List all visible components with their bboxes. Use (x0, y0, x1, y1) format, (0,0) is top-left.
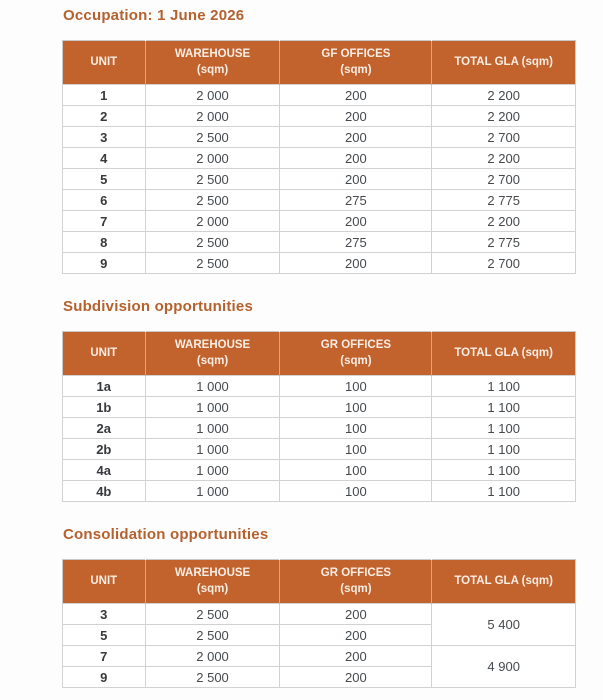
unit-cell: 1 (63, 85, 146, 106)
warehouse-cell: 2 500 (145, 253, 280, 274)
section-title-consolidation: Consolidation opportunities (63, 526, 269, 543)
unit-cell: 9 (63, 253, 146, 274)
warehouse-cell: 1 000 (145, 481, 280, 502)
unit-cell: 5 (63, 169, 146, 190)
unit-cell: 4a (63, 460, 146, 481)
table-row (63, 646, 576, 667)
offices-cell: 200 (280, 169, 432, 190)
total-cell: 2 775 (432, 190, 576, 211)
warehouse-cell: 2 500 (145, 667, 280, 688)
total-cell: 2 700 (432, 169, 576, 190)
offices-cell: 200 (280, 625, 432, 646)
total-cell: 2 700 (432, 253, 576, 274)
section-title-subdivision: Subdivision opportunities (63, 298, 253, 315)
section-occupation (62, 7, 576, 274)
section-subdivision (62, 298, 576, 502)
unit-cell: 3 (63, 604, 146, 625)
offices-cell: 200 (280, 106, 432, 127)
table-row (63, 439, 576, 460)
column-header: WAREHOUSE (sqm) (145, 560, 280, 604)
subdivision-table (62, 331, 576, 502)
offices-cell: 100 (280, 418, 432, 439)
occupation-table (62, 40, 576, 274)
total-cell: 5 400 (432, 604, 576, 646)
warehouse-cell: 1 000 (145, 397, 280, 418)
warehouse-cell: 2 500 (145, 169, 280, 190)
table-row (63, 169, 576, 190)
table-row (63, 148, 576, 169)
offices-cell: 100 (280, 481, 432, 502)
warehouse-cell: 1 000 (145, 460, 280, 481)
warehouse-cell: 2 000 (145, 85, 280, 106)
total-cell: 1 100 (432, 418, 576, 439)
unit-cell: 3 (63, 127, 146, 148)
column-header: TOTAL GLA (sqm) (432, 560, 576, 604)
unit-cell: 6 (63, 190, 146, 211)
column-header: GR OFFICES (sqm) (280, 332, 432, 376)
warehouse-cell: 2 000 (145, 148, 280, 169)
consolidation-table (62, 559, 576, 688)
unit-cell: 7 (63, 211, 146, 232)
unit-cell: 2 (63, 106, 146, 127)
total-cell: 1 100 (432, 481, 576, 502)
total-cell: 4 900 (432, 646, 576, 688)
warehouse-cell: 1 000 (145, 376, 280, 397)
warehouse-cell: 2 500 (145, 127, 280, 148)
table-row (63, 460, 576, 481)
offices-cell: 275 (280, 190, 432, 211)
table-row (63, 85, 576, 106)
table-row (63, 418, 576, 439)
table-row (63, 604, 576, 625)
column-header: WAREHOUSE (sqm) (145, 332, 280, 376)
warehouse-cell: 2 000 (145, 646, 280, 667)
warehouse-cell: 2 500 (145, 190, 280, 211)
offices-cell: 200 (280, 85, 432, 106)
offices-cell: 200 (280, 646, 432, 667)
table-row (63, 232, 576, 253)
column-header: UNIT (63, 332, 146, 376)
section-consolidation (62, 526, 576, 688)
total-cell: 1 100 (432, 439, 576, 460)
offices-cell: 200 (280, 667, 432, 688)
warehouse-cell: 2 500 (145, 604, 280, 625)
offices-cell: 100 (280, 460, 432, 481)
header-row (63, 332, 576, 376)
offices-cell: 200 (280, 148, 432, 169)
unit-cell: 8 (63, 232, 146, 253)
total-cell: 2 200 (432, 148, 576, 169)
column-header: WAREHOUSE (sqm) (145, 41, 280, 85)
unit-cell: 9 (63, 667, 146, 688)
table-row (63, 106, 576, 127)
table-row (63, 211, 576, 232)
warehouse-cell: 2 500 (145, 232, 280, 253)
unit-cell: 2a (63, 418, 146, 439)
table-row (63, 397, 576, 418)
unit-cell: 2b (63, 439, 146, 460)
table-row (63, 127, 576, 148)
offices-cell: 200 (280, 211, 432, 232)
unit-cell: 7 (63, 646, 146, 667)
total-cell: 2 200 (432, 85, 576, 106)
offices-cell: 100 (280, 439, 432, 460)
offices-cell: 100 (280, 376, 432, 397)
unit-cell: 1a (63, 376, 146, 397)
header-row (63, 41, 576, 85)
offices-cell: 100 (280, 397, 432, 418)
offices-cell: 200 (280, 253, 432, 274)
column-header: UNIT (63, 560, 146, 604)
column-header: GF OFFICES (sqm) (280, 41, 432, 85)
warehouse-cell: 2 000 (145, 211, 280, 232)
column-header: TOTAL GLA (sqm) (432, 332, 576, 376)
total-cell: 2 200 (432, 106, 576, 127)
total-cell: 1 100 (432, 376, 576, 397)
table-row (63, 190, 576, 211)
total-cell: 2 700 (432, 127, 576, 148)
table-row (63, 481, 576, 502)
section-title-occupation: Occupation: 1 June 2026 (63, 7, 245, 24)
offices-cell: 200 (280, 127, 432, 148)
total-cell: 2 775 (432, 232, 576, 253)
column-header: TOTAL GLA (sqm) (432, 41, 576, 85)
warehouse-cell: 2 500 (145, 625, 280, 646)
unit-cell: 5 (63, 625, 146, 646)
header-row (63, 560, 576, 604)
warehouse-cell: 2 000 (145, 106, 280, 127)
table-row (63, 376, 576, 397)
warehouse-cell: 1 000 (145, 418, 280, 439)
warehouse-cell: 1 000 (145, 439, 280, 460)
table-row (63, 253, 576, 274)
total-cell: 2 200 (432, 211, 576, 232)
offices-cell: 200 (280, 604, 432, 625)
unit-cell: 4 (63, 148, 146, 169)
total-cell: 1 100 (432, 397, 576, 418)
column-header: UNIT (63, 41, 146, 85)
unit-cell: 4b (63, 481, 146, 502)
unit-cell: 1b (63, 397, 146, 418)
total-cell: 1 100 (432, 460, 576, 481)
column-header: GR OFFICES (sqm) (280, 560, 432, 604)
offices-cell: 275 (280, 232, 432, 253)
